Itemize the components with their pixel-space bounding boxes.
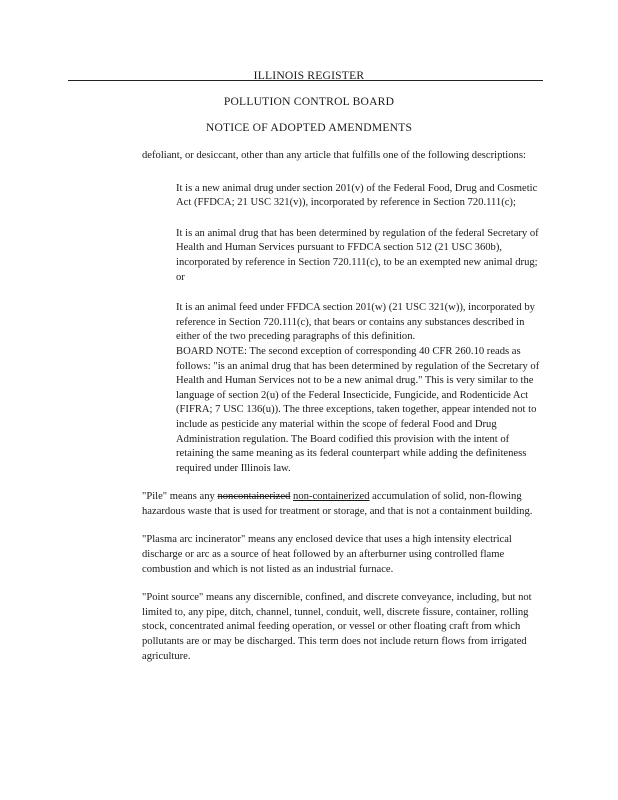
pile-start: "Pile" means any	[142, 491, 218, 503]
exception-item-1: It is a new animal drug under section 201(v) of the Federal Food, Drug and Cosmetic Act (FFDCA; 21 USC 321(v)), incorporated by reference in Section 720.111(c);	[176, 182, 538, 209]
pile-rest: accumulation of solid, non-flowing hazardous waste that is used for treatment or storage, and that is not a containment building.	[142, 491, 533, 517]
exception-item-2: It is an animal drug that has been determined by regulation of the federal Secretary of Health and Human Services pursuant to FFDCA section 512 (21 USC 360b), incorporated by reference in Section 720.111(c), to be an exempted new animal drug; or	[176, 227, 539, 283]
struck-text: noncontainerized	[217, 491, 291, 503]
board-note: BOARD NOTE: The second exception of corresponding 40 CFR 260.10 reads as follows: "is an animal drug that has been determined by regulation of the Secretary of Health and Human Services not to be a new animal drug." This is very similar to the language of section 2(u) of the Federal Insecticide, Fungicide, and Rodenticide Act (FIFRA; 7 USC 136(u)). The three exceptions, taken together, appear intended not to include as pesticide any material within the scope of federal Food and Drug Administration regulation. The Board codified this provision with the intent of retaining the same meaning as its federal counterpart while adding the definiteness required under Illinois law.	[176, 345, 540, 474]
register-title: ILLINOIS REGISTER	[253, 69, 365, 82]
definition-pile	[142, 490, 542, 519]
definition-point-source: "Point source" means any discernible, confined, and discrete conveyance, including, but not limited to, any pipe, ditch, channel, tunnel, conduit, well, discrete fissure, container, rolling stock, concentrated animal feeding operation, or vessel or other floating craft from which pollutants are or may be discharged. This term does not include return flows from irrigated agriculture.	[142, 592, 532, 662]
document-body	[142, 149, 542, 664]
notice-title: NOTICE OF ADOPTED AMENDMENTS	[205, 121, 413, 134]
board-title: POLLUTION CONTROL BOARD	[223, 95, 395, 108]
exception-item-3: It is an animal feed under FFDCA section 201(w) (21 USC 321(w)), incorporated by reference in Section 720.111(c), that bears or contains any substances described in either of the two preceding paragraphs of this definition.	[176, 302, 535, 343]
intro-paragraph: defoliant, or desiccant, other than any article that fulfills one of the following descriptions:	[142, 150, 526, 161]
inserted-text: non-containerized	[293, 491, 370, 503]
definition-plasma-arc-incinerator: "Plasma arc incinerator" means any enclosed device that uses a high intensity electrical discharge or arc as a source of heat followed by an afterburner using controlled flame combustion and which is not listed as an industrial furnace.	[142, 534, 512, 575]
